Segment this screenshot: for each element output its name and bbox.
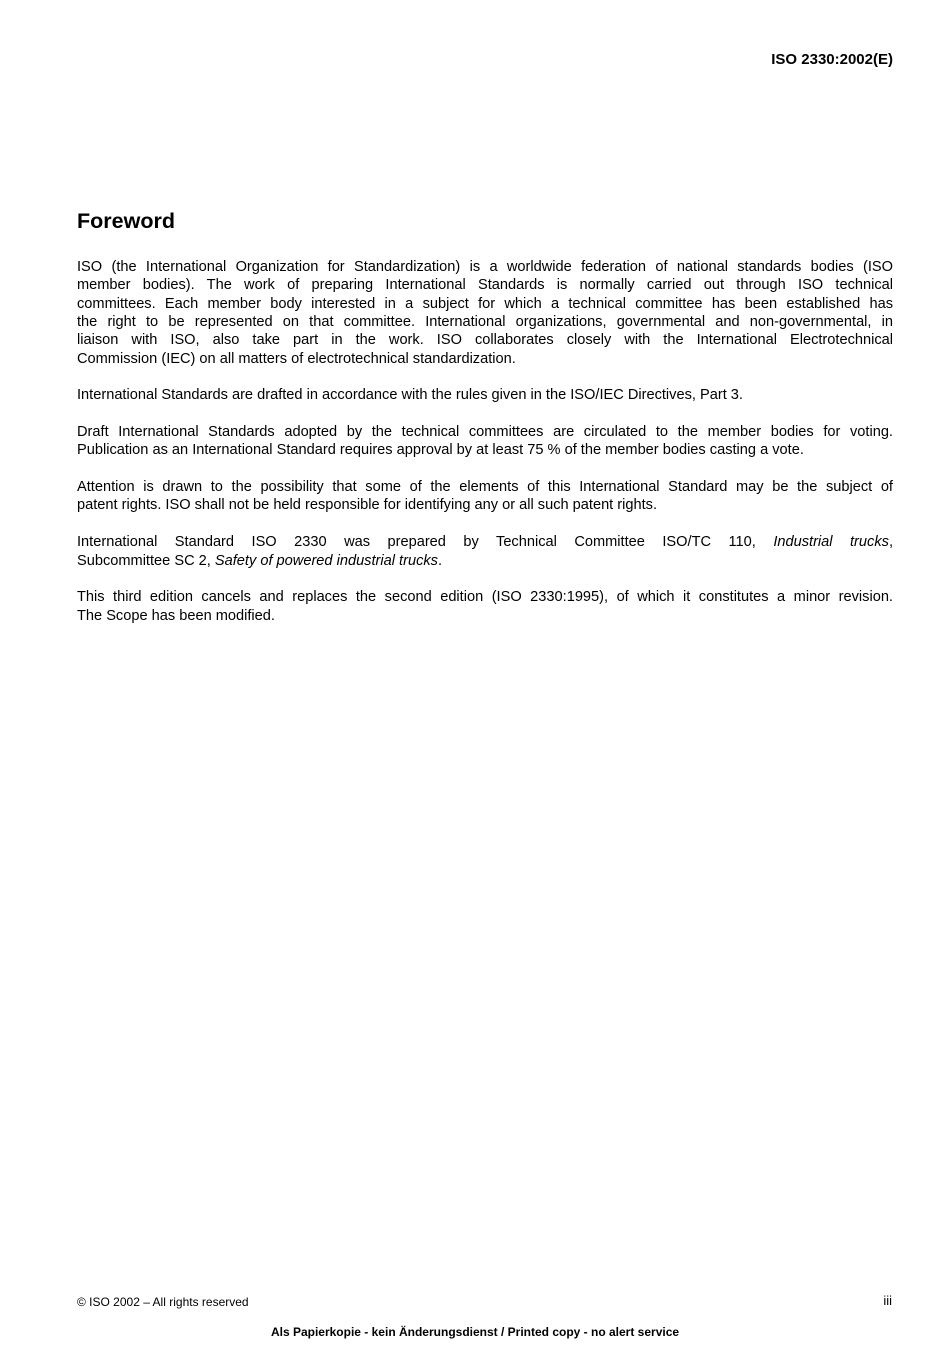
foreword-body bbox=[77, 258, 893, 643]
page-number: iii bbox=[883, 1293, 892, 1308]
paragraph-directives bbox=[77, 386, 893, 404]
text-line bbox=[77, 533, 893, 551]
text-line: This third edition cancels and replaces the second edition (ISO 2330:1995), of which it constitutes a minor revision. bbox=[77, 589, 893, 606]
committee-title: Industrial trucks bbox=[773, 534, 889, 551]
text-line: the right to be represented on that committee. International organizations, governmental and non-governmental, in bbox=[77, 314, 893, 331]
paragraph-patent bbox=[77, 478, 893, 515]
text-span: International Standard ISO 2330 was prepared by Technical Committee ISO/TC 110, bbox=[77, 534, 756, 551]
text-line: committees. Each member body interested in a subject for which a technical committee has been established has bbox=[77, 295, 893, 312]
paragraph-voting bbox=[77, 423, 893, 460]
text-line: patent rights. ISO shall not be held responsible for identifying any or all such patent rights. bbox=[77, 497, 658, 514]
text-line: Publication as an International Standard requires approval by at least 75 % of the member bodies casting a vote. bbox=[77, 442, 804, 459]
text-span: Subcommittee SC 2, bbox=[77, 552, 211, 569]
text-line: International Standards are drafted in accordance with the rules given in the ISO/IEC Directives, Part 3. bbox=[77, 387, 743, 404]
text-span: , bbox=[888, 534, 893, 551]
paragraph-iso-intro bbox=[77, 258, 893, 368]
text-line: ISO (the International Organization for Standardization) is a worldwide federation of national standards bodies (ISO bbox=[77, 259, 893, 275]
text-span: . bbox=[437, 552, 443, 569]
text-line bbox=[77, 552, 893, 570]
page-title: Foreword bbox=[77, 209, 175, 233]
text-line: Draft International Standards adopted by the technical committees are circulated to the member bodies for voting. bbox=[77, 424, 893, 441]
printed-copy-notice: Als Papierkopie - kein Änderungsdienst / Printed copy - no alert service bbox=[270, 1325, 680, 1339]
subcommittee-title: Safety of powered industrial trucks bbox=[214, 552, 438, 569]
text-line: The Scope has been modified. bbox=[77, 607, 275, 624]
text-line: Commission (IEC) on all matters of electrotechnical standardization. bbox=[77, 350, 516, 367]
text-line: liaison with ISO, also take part in the work. ISO collaborates closely with the International Electrotechnical bbox=[77, 332, 893, 349]
paragraph-prepared-by bbox=[77, 533, 893, 570]
text-line: member bodies). The work of preparing International Standards is normally carried out through ISO technical bbox=[77, 277, 893, 294]
copyright-notice: © ISO 2002 – All rights reserved bbox=[77, 1295, 249, 1309]
paragraph-edition bbox=[77, 588, 893, 625]
document-id-header: ISO 2330:2002(E) bbox=[771, 51, 893, 68]
text-line: Attention is drawn to the possibility that some of the elements of this International Standard may be the subject of bbox=[77, 479, 893, 496]
